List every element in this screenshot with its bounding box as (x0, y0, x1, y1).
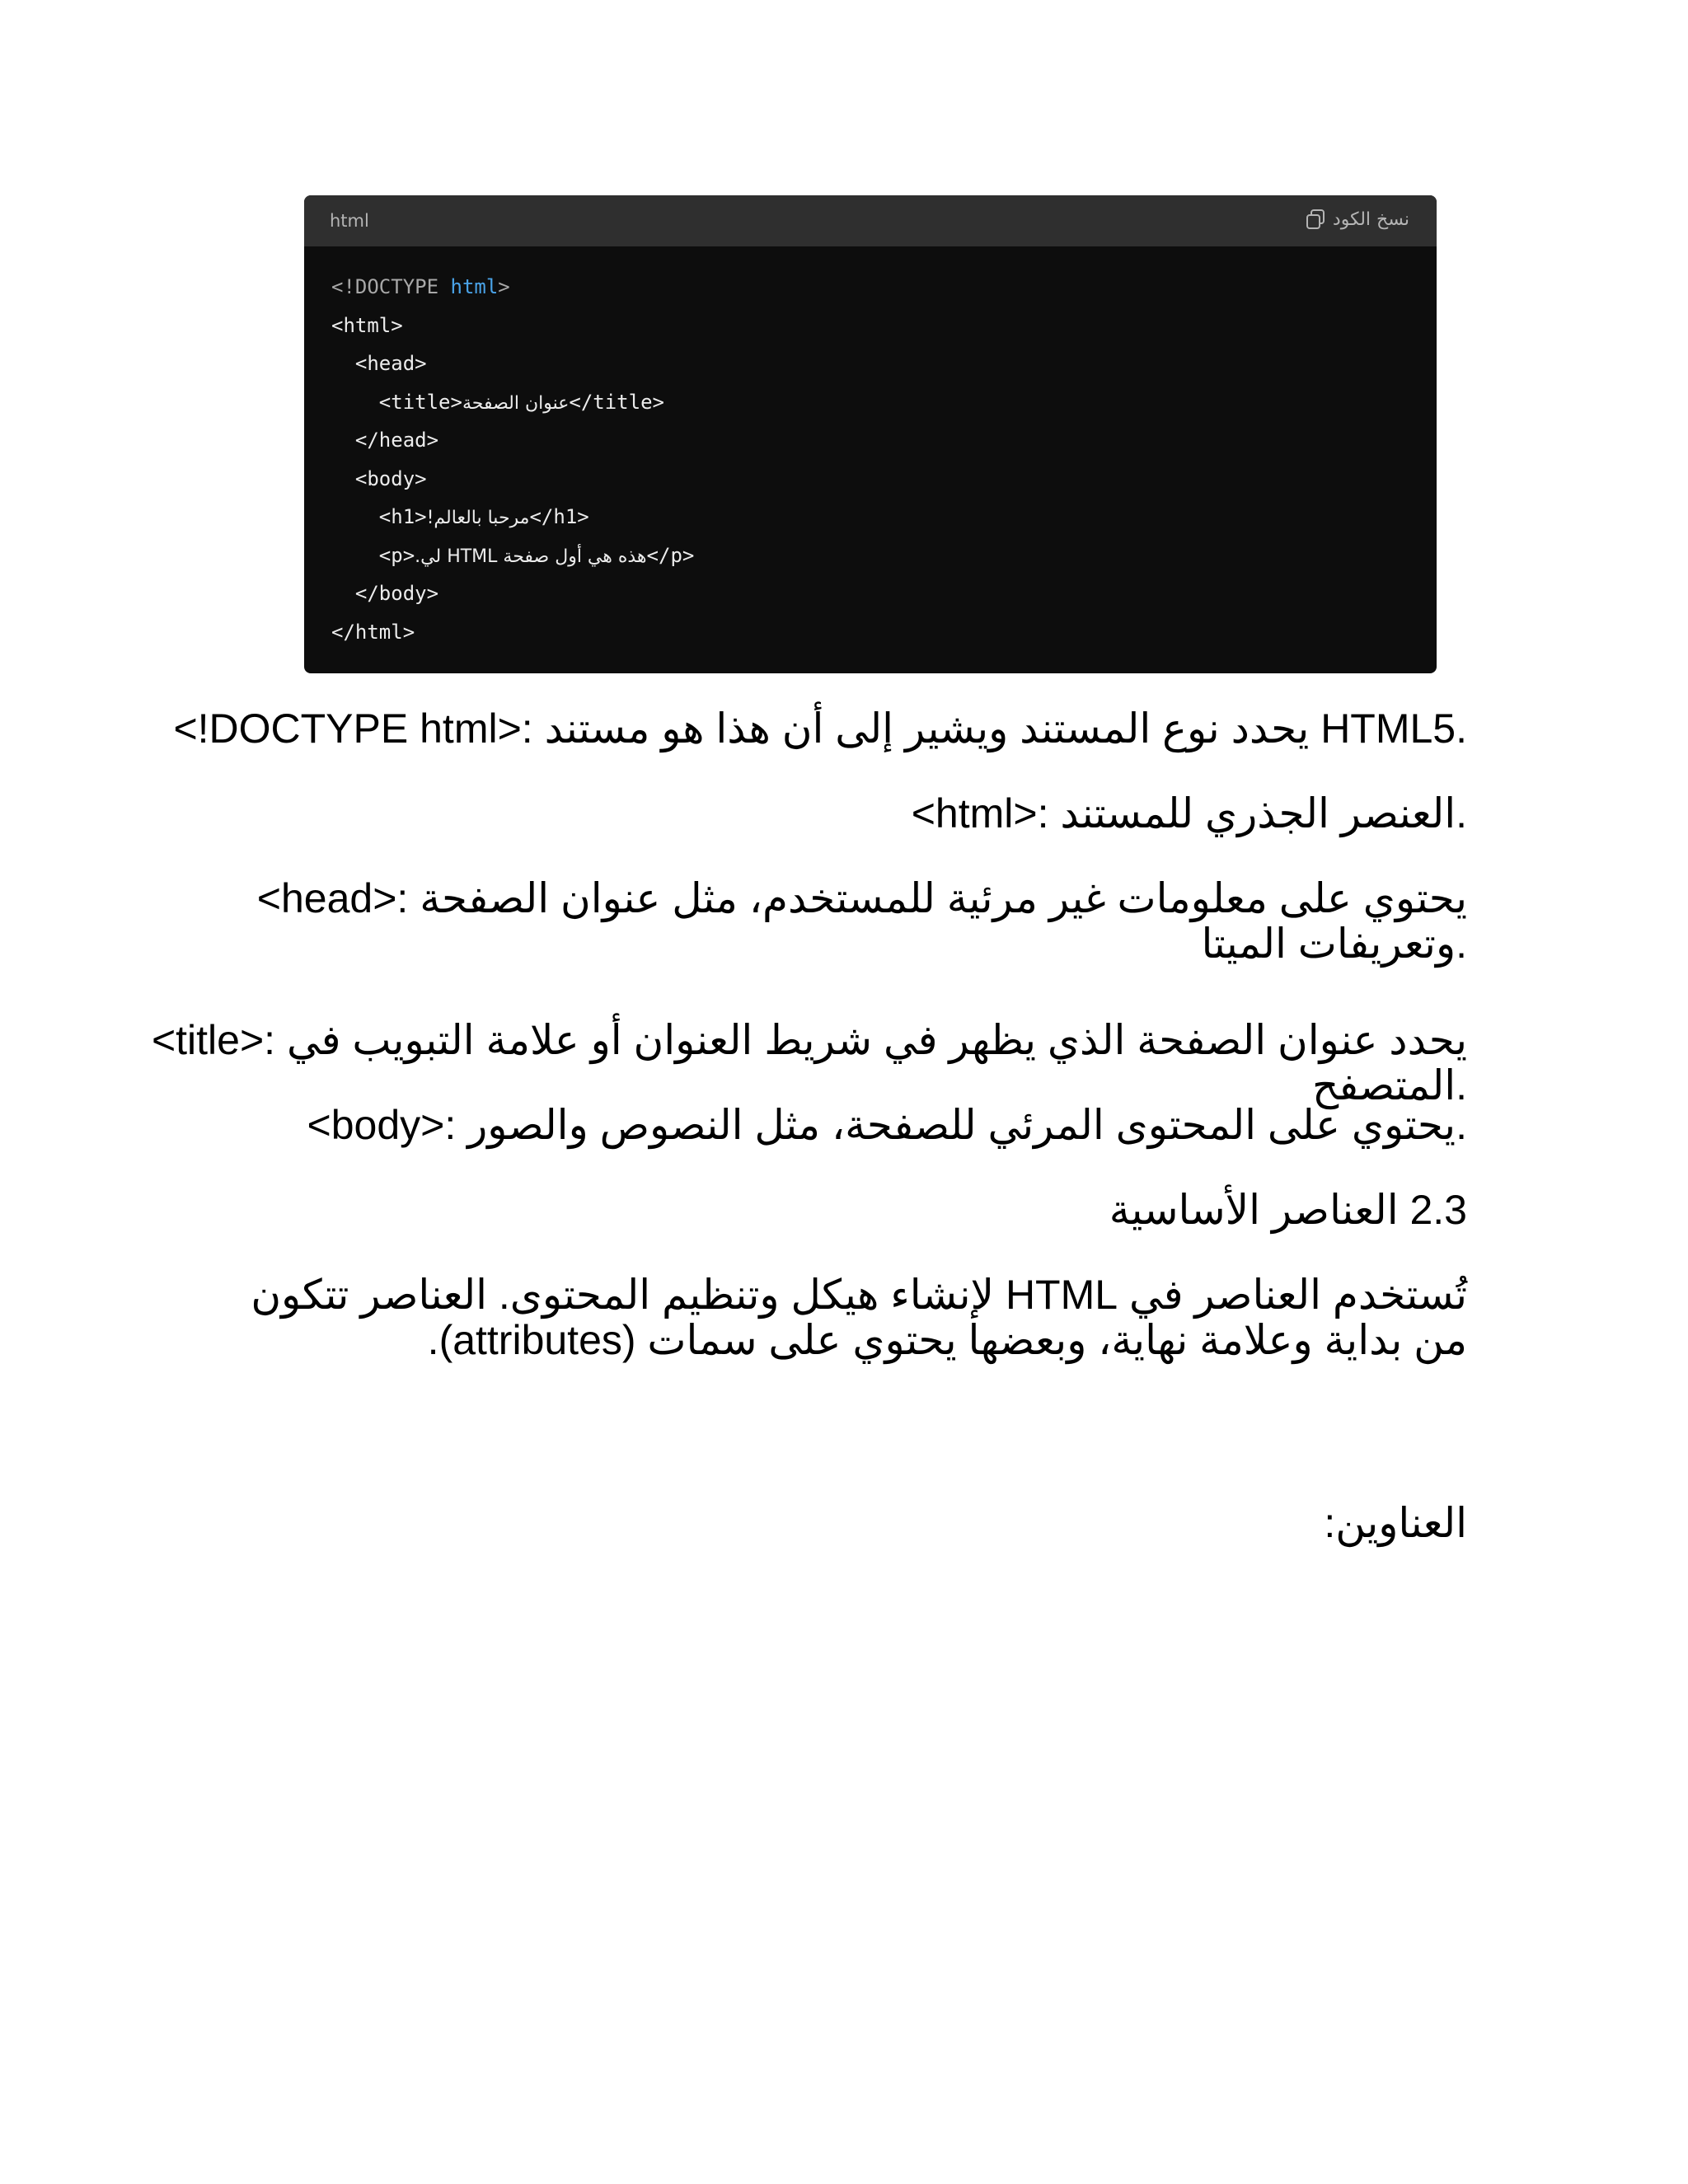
elements-paragraph: تُستخدم العناصر في HTML لإنشاء هيكل وتنظيم المحتوى. العناصر تتكون من بداية وعلامة نهاية، وبعضها يحتوي على سمات (attributes). (251, 1272, 1467, 1363)
code-token: <!DOCTYPE (331, 275, 451, 298)
code-line (331, 307, 1409, 345)
code-language-label: html (330, 211, 369, 231)
code-line (331, 613, 1409, 652)
code-token: <h1> (378, 505, 427, 528)
code-token: <body> (354, 466, 427, 490)
code-token: مرحبا بالعالم! (426, 508, 530, 528)
code-block (304, 195, 1437, 673)
code-line (331, 537, 1409, 575)
html-element-description: <html>: العنصر الجذري للمستند. (911, 790, 1467, 837)
code-line (331, 574, 1409, 613)
code-token: </title> (569, 390, 664, 414)
code-token: <p> (378, 543, 415, 567)
code-token: </p> (646, 543, 695, 567)
copy-icon (1306, 209, 1325, 230)
code-line (331, 421, 1409, 460)
code-token: > (498, 275, 510, 298)
code-line (331, 460, 1409, 499)
title-element-description: <title>: يحدد عنوان الصفحة الذي يظهر في شريط العنوان أو علامة التبويب في المتصفح. (151, 1017, 1467, 1108)
code-token: </head> (354, 429, 439, 452)
code-token: </body> (354, 582, 439, 605)
doctype-description: <!DOCTYPE html>: يحدد نوع المستند ويشير إلى أن هذا هو مستند HTML5. (173, 705, 1467, 752)
code-line (331, 344, 1409, 383)
code-token: </html> (331, 620, 415, 644)
code-line (331, 383, 1409, 422)
code-body (304, 246, 1437, 651)
code-token: </h1> (529, 505, 589, 528)
code-header (304, 195, 1437, 246)
section-heading: 2.3 العناصر الأساسية (1109, 1187, 1467, 1233)
code-token: عنوان الصفحة (462, 392, 570, 414)
code-token: <html> (331, 313, 403, 337)
copy-code-button[interactable] (1306, 209, 1409, 230)
head-element-description: <head>: يحتوي على معلومات غير مرئية للمستخدم، مثل عنوان الصفحة وتعريفات الميتا. (256, 875, 1467, 967)
code-line (331, 498, 1409, 537)
code-line (331, 268, 1409, 307)
headings-label: العناوين: (1324, 1500, 1467, 1546)
body-element-description: <body>: يحتوي على المحتوى المرئي للصفحة، مثل النصوص والصور. (307, 1102, 1467, 1148)
copy-code-label: نسخ الكود (1332, 209, 1409, 230)
code-token: هذه هي أول صفحة HTML لي. (415, 546, 647, 567)
code-token: <head> (354, 352, 427, 375)
code-token: <title> (378, 390, 462, 414)
code-token: html (450, 275, 499, 298)
